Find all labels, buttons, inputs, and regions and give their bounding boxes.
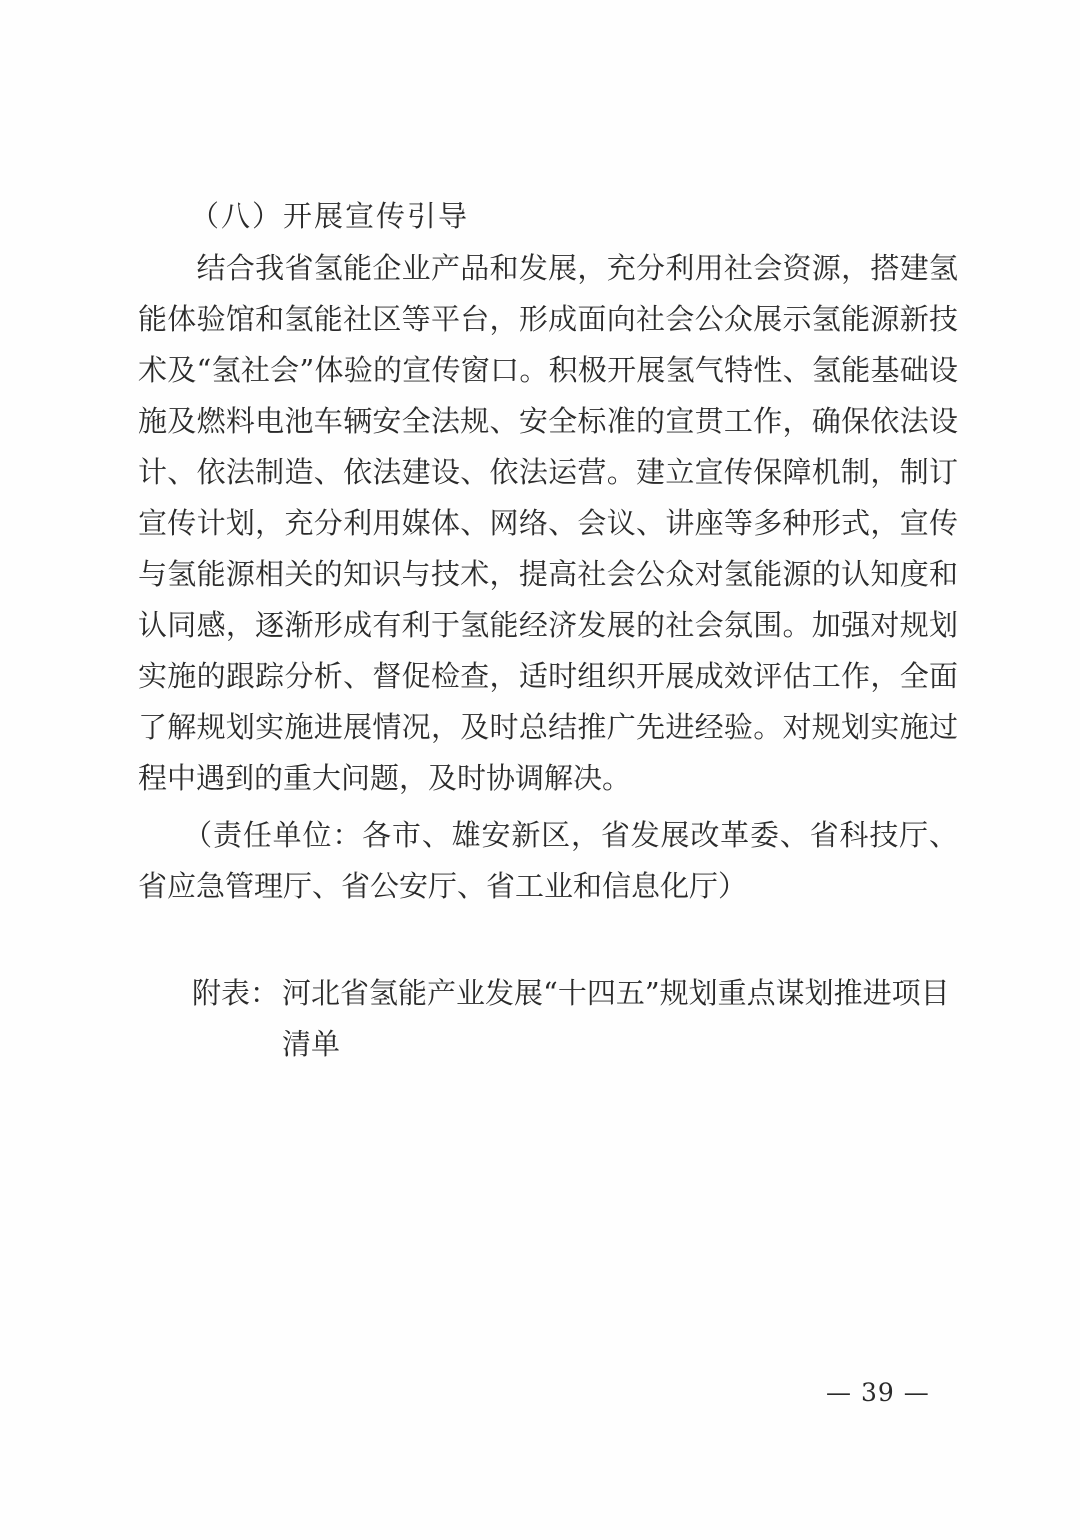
- attachment-label: 附表：: [192, 976, 280, 1010]
- responsibility-line: （责任单位：各市、雄安新区，省发展改革委、省科技厅、: [138, 818, 958, 852]
- attachment-line: 河北省氢能产业发展“十四五”规划重点谋划推进项目: [282, 976, 950, 1010]
- body-line: 宣传计划，充分利用媒体、网络、会议、讲座等多种形式，宣传: [138, 506, 958, 540]
- body-line: 施及燃料电池车辆安全法规、安全标准的宣贯工作，确保依法设: [138, 404, 958, 438]
- body-line: 术及“氢社会”体验的宣传窗口。积极开展氢气特性、氢能基础设: [138, 353, 958, 387]
- section-heading: （八）开展宣传引导: [190, 199, 470, 233]
- body-line: 程中遇到的重大问题，及时协调解决。: [138, 761, 632, 795]
- body-paragraph: [138, 243, 958, 804]
- body-line: 计、依法制造、依法建设、依法运营。建立宣传保障机制，制订: [138, 455, 958, 489]
- body-line: 了解规划实施进展情况，及时总结推广先进经验。对规划实施过: [138, 710, 958, 744]
- body-line: 结合我省氢能企业产品和发展，充分利用社会资源，搭建氢: [138, 251, 958, 285]
- page-number: — 39 —: [826, 1378, 930, 1407]
- body-line: 与氢能源相关的知识与技术，提高社会公众对氢能源的认知度和: [138, 557, 958, 591]
- responsibility-paragraph: [138, 810, 958, 912]
- attachment-title: [282, 968, 948, 1070]
- responsibility-line: 省应急管理厅、省公安厅、省工业和信息化厅）: [138, 869, 748, 903]
- body-line: 能体验馆和氢能社区等平台，形成面向社会公众展示氢能源新技: [138, 302, 958, 336]
- attachment-line: 清单: [282, 1027, 341, 1061]
- body-line: 认同感，逐渐形成有利于氢能经济发展的社会氛围。加强对规划: [138, 608, 958, 642]
- body-line: 实施的跟踪分析、督促检查，适时组织开展成效评估工作，全面: [138, 659, 958, 693]
